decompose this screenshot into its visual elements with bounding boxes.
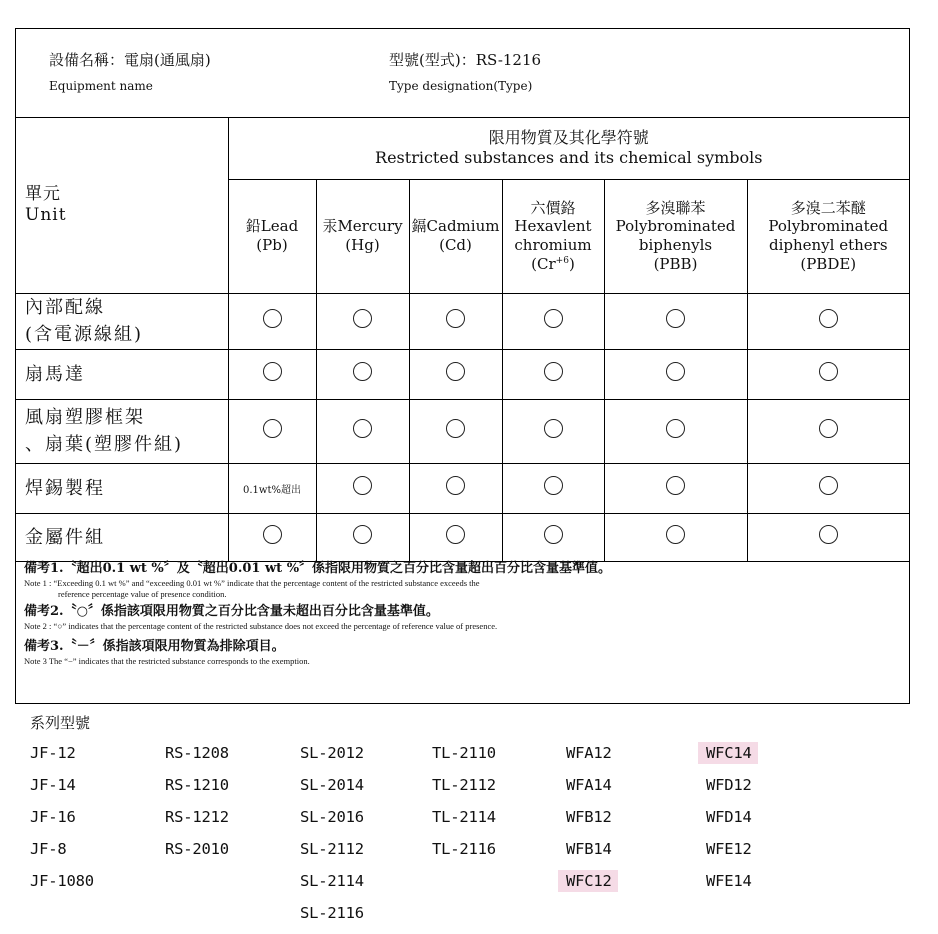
table-cell <box>409 513 502 561</box>
table-cell <box>409 399 502 463</box>
compliant-circle-icon <box>544 362 563 381</box>
row-label-line: 金屬件組 <box>25 526 105 548</box>
compliant-circle-icon <box>263 309 282 328</box>
col-header-lead <box>228 179 316 293</box>
notes-section <box>24 561 894 668</box>
compliant-circle-icon <box>666 419 685 438</box>
col-header-lead-name: 鉛Lead <box>245 217 299 236</box>
table-cell <box>747 293 909 349</box>
series-model-item: RS-1212 <box>165 808 229 826</box>
table-cell <box>604 399 747 463</box>
table-cell <box>747 399 909 463</box>
unit-label-cn: 單元 <box>25 183 61 204</box>
table-body <box>16 293 909 561</box>
col-header-pbb-en1: Polybrominated <box>615 217 736 236</box>
form-header <box>16 29 909 118</box>
table-row <box>16 513 909 561</box>
table-cell <box>747 463 909 513</box>
compliant-circle-icon <box>263 419 282 438</box>
table-cell <box>747 349 909 399</box>
series-model-item: RS-1208 <box>165 744 229 762</box>
compliant-circle-icon <box>819 525 838 544</box>
series-model-item: TL-2110 <box>432 744 496 762</box>
compliant-circle-icon <box>263 525 282 544</box>
series-model-item: WFA12 <box>566 744 612 762</box>
col-header-lead-symbol: (Pb) <box>256 236 288 254</box>
table-cell <box>228 399 316 463</box>
compliant-circle-icon <box>446 362 465 381</box>
series-model-item: SL-2014 <box>300 776 364 794</box>
compliant-circle-icon <box>353 525 372 544</box>
table-cell <box>502 463 604 513</box>
table-cell <box>604 463 747 513</box>
col-header-chromium-cn: 六價鉻 <box>530 198 576 217</box>
compliant-circle-icon <box>446 525 465 544</box>
note-2-cn: 備考2.〝○〞係指該項限用物質之百分比含量未超出百分比含量基準值。 <box>24 603 439 619</box>
table-cell <box>228 349 316 399</box>
series-model-item: RS-2010 <box>165 840 229 858</box>
table-cell <box>409 349 502 399</box>
table-cell <box>228 463 316 513</box>
compliant-circle-icon <box>446 476 465 495</box>
compliant-circle-icon <box>544 525 563 544</box>
series-model-item: WFD14 <box>706 808 752 826</box>
compliant-circle-icon <box>263 362 282 381</box>
compliant-circle-icon <box>819 362 838 381</box>
table-cell <box>316 463 409 513</box>
table-row <box>16 293 909 349</box>
col-header-cadmium-name: 鎘Cadmium <box>411 217 500 236</box>
compliant-circle-icon <box>666 309 685 328</box>
series-model-item: SL-2016 <box>300 808 364 826</box>
series-model-item: RS-1210 <box>165 776 229 794</box>
table-cell <box>228 293 316 349</box>
type-designation-cn: 型號(型式)：RS-1216 <box>389 51 542 69</box>
col-header-cadmium <box>409 179 502 293</box>
table-cell <box>316 349 409 399</box>
table-row <box>16 349 909 399</box>
rohs-declaration-form <box>15 28 910 704</box>
series-model-item: SL-2012 <box>300 744 364 762</box>
series-model-item: WFE12 <box>706 840 752 858</box>
col-header-pbde-en2: diphenyl ethers <box>768 236 888 254</box>
table-cell <box>502 293 604 349</box>
note-1-en: Note 1 : “Exceeding 0.1 wt %” and “exceeding 0.01 wt %” indicate that the percentage content of the restricted substance exceeds the <box>24 577 480 588</box>
compliant-circle-icon <box>353 362 372 381</box>
series-model-item: WFE14 <box>706 872 752 890</box>
table-cell <box>604 349 747 399</box>
series-model-item: JF-14 <box>30 776 76 794</box>
unit-label-en: Unit <box>25 204 67 225</box>
col-header-pbde-en1: Polybrominated <box>768 217 889 236</box>
row-label <box>16 513 228 561</box>
note-3-cn: 備考3.〝－〞係指該項限用物質為排除項目。 <box>24 639 285 655</box>
type-designation-en: Type designation(Type) <box>389 79 533 93</box>
compliant-circle-icon <box>666 525 685 544</box>
restricted-title-cn: 限用物質及其化學符號 <box>488 127 649 147</box>
series-model-item: SL-2112 <box>300 840 364 858</box>
col-header-mercury <box>316 179 409 293</box>
series-model-item: JF-12 <box>30 744 76 762</box>
series-model-item: JF-16 <box>30 808 76 826</box>
row-label <box>16 293 228 349</box>
col-header-pbb-symbol: (PBB) <box>653 254 698 273</box>
table-cell <box>747 513 909 561</box>
table-cell <box>316 513 409 561</box>
series-model-item: WFB12 <box>566 808 612 826</box>
table-cell <box>228 513 316 561</box>
row-label-line: 焊錫製程 <box>25 477 105 499</box>
compliant-circle-icon <box>666 362 685 381</box>
table-cell <box>502 399 604 463</box>
table-cell <box>502 349 604 399</box>
table-cell <box>316 293 409 349</box>
series-model-item: WFA14 <box>566 776 612 794</box>
restricted-substances-header <box>228 117 909 179</box>
table-row <box>16 399 909 463</box>
col-header-pbde-cn: 多溴二苯醚 <box>790 198 866 217</box>
row-label-line: 扇馬達 <box>25 363 85 385</box>
col-header-chromium-symbol: $(Cr^{+6})$ <box>531 254 575 273</box>
note-1-en-cont: reference percentage value of presence condition. <box>58 589 227 600</box>
compliant-circle-icon <box>544 309 563 328</box>
compliant-circle-icon <box>353 476 372 495</box>
table-cell <box>604 293 747 349</box>
series-model-item: WFD12 <box>706 776 752 794</box>
series-model-item: TL-2116 <box>432 840 496 858</box>
compliant-circle-icon <box>353 309 372 328</box>
series-model-item: SL-2116 <box>300 904 364 922</box>
series-model-item: JF-1080 <box>30 872 94 890</box>
row-label-line: 內部配線 <box>25 297 105 318</box>
unit-header <box>16 117 228 293</box>
compliant-circle-icon <box>353 419 372 438</box>
table-cell <box>409 293 502 349</box>
restricted-substances-table <box>16 117 909 562</box>
row-label-line: 風扇塑膠框架 <box>25 407 145 428</box>
series-model-item: WFB14 <box>566 840 612 858</box>
row-label <box>16 463 228 513</box>
series-models-title: 系列型號 <box>30 714 91 732</box>
exceeds-value-text: 0.1wt%超出 <box>243 485 301 496</box>
table-cell <box>604 513 747 561</box>
series-model-item: TL-2114 <box>432 808 496 826</box>
compliant-circle-icon <box>544 476 563 495</box>
col-header-pbb-en2: biphenyls <box>638 236 713 254</box>
compliant-circle-icon <box>446 419 465 438</box>
compliant-circle-icon <box>819 419 838 438</box>
col-header-pbde-symbol: (PBDE) <box>800 254 857 273</box>
series-model-item: WFC12 <box>558 870 618 892</box>
equipment-name-cn: 設備名稱：電扇(通風扇) <box>49 51 211 69</box>
col-header-pbb-cn: 多溴聯苯 <box>645 198 706 217</box>
compliant-circle-icon <box>666 476 685 495</box>
series-model-item: SL-2114 <box>300 872 364 890</box>
series-model-item: WFC14 <box>698 742 758 764</box>
compliant-circle-icon <box>819 476 838 495</box>
col-header-chromium-en1: Hexavlent <box>514 217 592 236</box>
row-label <box>16 349 228 399</box>
col-header-mercury-name: 汞Mercury <box>322 217 403 236</box>
compliant-circle-icon <box>544 419 563 438</box>
compliant-circle-icon <box>819 309 838 328</box>
col-header-chromium-en2: chromium <box>514 236 592 254</box>
col-header-pbb <box>604 179 747 293</box>
note-2-en: Note 2 : “○” indicates that the percentage content of the restricted substance does not exceed the percentage of reference value of presence. <box>24 620 498 631</box>
note-3-en: Note 3 The “−” indicates that the restricted substance corresponds to the exemption. <box>24 656 310 667</box>
restricted-title-en: Restricted substances and its chemical symbols <box>375 147 763 167</box>
series-model-item: TL-2112 <box>432 776 496 794</box>
table-row <box>16 463 909 513</box>
col-header-cadmium-symbol: (Cd) <box>439 236 472 254</box>
table-cell <box>316 399 409 463</box>
series-model-item: JF-8 <box>30 840 67 858</box>
table-cell <box>502 513 604 561</box>
row-label-line: 、扇葉(塑膠件組) <box>25 434 184 455</box>
row-label <box>16 399 228 463</box>
col-header-pbde <box>747 179 909 293</box>
row-label-line: (含電源線組) <box>25 324 144 345</box>
compliant-circle-icon <box>446 309 465 328</box>
equipment-name-en: Equipment name <box>49 79 153 93</box>
col-header-mercury-symbol: (Hg) <box>345 236 380 254</box>
table-cell <box>409 463 502 513</box>
note-1-cn: 備考1.〝超出0.1 wt %〞及〝超出0.01 wt %〞係指限用物質之百分比含量超出百分比含量基準值。 <box>24 561 612 576</box>
col-header-hexavalent-chromium <box>502 179 604 293</box>
